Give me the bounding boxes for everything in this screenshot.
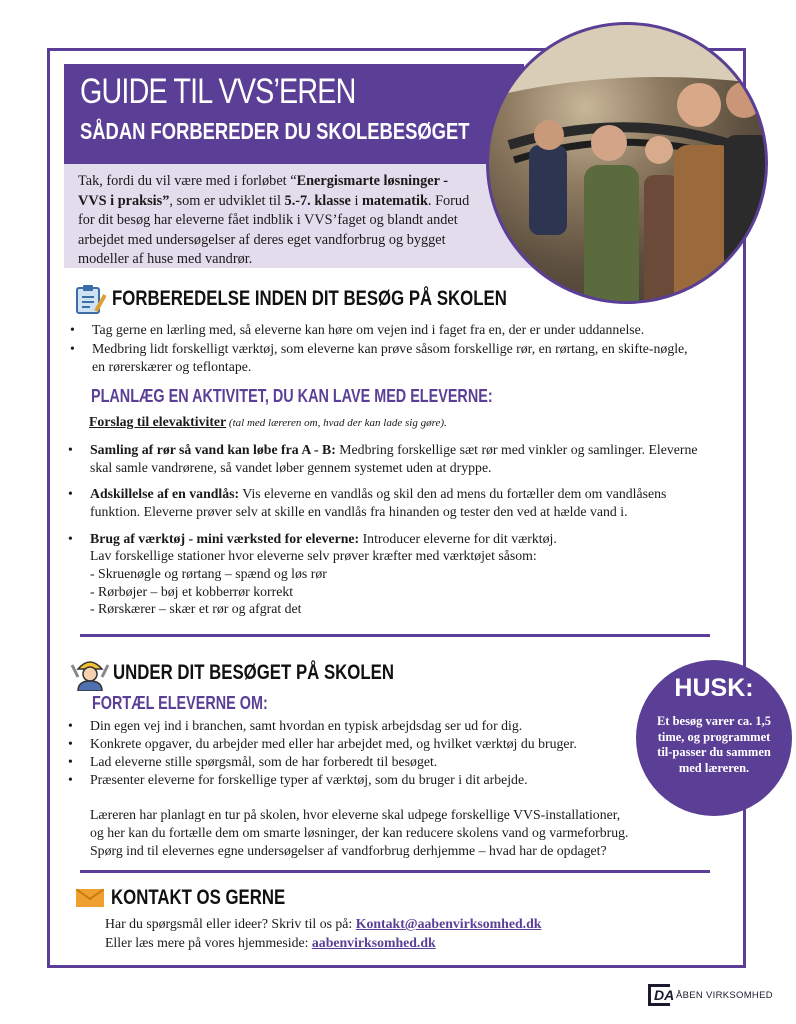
prepare-bullet-2: • Medbring lidt forskelligt værktøj, som eleverne kan prøve såsom forskellige rør, en rørtang, en skifte-nøgle, en rørerskærer og teflontape. [70,341,688,374]
plumber-icon [70,655,110,696]
checklist-icon [74,285,106,320]
closing-line: Læreren har planlagt en tur på skolen, hvor eleverne skal udpege forskellige VVS-installationer, [90,807,621,822]
logo-mark: DA [654,987,675,1003]
visit-bullet: • Din egen vej ind i branchen, samt hvordan en typisk arbejdsdag ser ud for dig. [68,718,523,733]
page-subtitle: SÅDAN FORBEREDER DU SKOLEBESØGET [80,118,470,144]
workshop-item: - Skruenøgle og rørtang – spænd og løs rør [90,566,327,581]
workshop-intro: Lav forskellige stationer hvor eleverne selv prøver kræfter med værktøjet såsom: [90,548,537,563]
logo-text: ÅBEN VIRKSOMHED [676,990,773,1001]
email-link[interactable]: Kontakt@aabenvirksomhed.dk [355,916,542,931]
activity-item-1: • Samling af rør så vand kan løbe fra A - B: Medbring forskellige sæt rør med vinkler og samlinger. Eleverne skal samle vandrørene, så vandet løber gennem systemet uden at dryppe. [68,442,698,475]
remember-text: Et besøg varer ca. 1,5 time, og programmet til-passer du sammen med læreren. [656,714,772,775]
section-visit-heading: UNDER DIT BESØGET PÅ SKOLEN [113,661,394,684]
page-title: GUIDE TIL VVS’EREN [80,72,356,111]
divider [80,634,710,637]
intro-paragraph: Tak, fordi du vil være med i forløbet “Energismarte løsninger - VVS i praksis”, som er udviklet til 5.-7. klasse i matematik. Forud for dit besøg har eleverne fået indblik i VVS’faget og blandt andet arbejdet med undersøgelser af deres eget vandforbrug og bygget modeller af huse med vandrør. [78,173,470,267]
visit-bullet: • Konkrete opgaver, du arbejder med eller har arbejdet med, og hvilket værktøj du bruger. [68,736,577,751]
visit-bullet: • Lad eleverne stille spørgsmål, som de har forberedt til besøget. [68,754,438,769]
activity-item-3: • Brug af værktøj - mini værksted for eleverne: Introducer eleverne for dit værktøj. [68,531,557,546]
remember-badge [636,660,792,816]
suggestion-label: Forslag til elevaktiviter (tal med læreren om, hvad der kan lade sig gøre). [89,414,447,429]
visit-bullet: • Præsenter eleverne for forskellige typer af værktøj, som du bruger i dit arbejde. [68,772,528,787]
prepare-bullet-1: • Tag gerne en lærling med, så eleverne kan høre om vejen ind i faget fra en, der er under uddannelse. [70,322,645,337]
website-link[interactable]: aabenvirksomhed.dk [311,935,436,950]
activity-item-2: • Adskillelse af en vandlås: Vis eleverne en vandlås og skil den ad mens du fortæller dem om vandlåsens funktion. Eleverne prøver selv at skille en vandlås fra hinanden og tester den ved at hælde vand i. [68,486,667,519]
plumber-students-photo [486,22,768,304]
envelope-icon [76,889,104,912]
remember-title: HUSK: [674,674,754,702]
workshop-item: - Rørbøjer – bøj et kobberrør korrekt [90,584,294,599]
contact-line-website: Eller læs mere på vores hjemmeside: aabenvirksomhed.dk [105,935,436,950]
divider [80,870,710,873]
section-prepare-heading: FORBEREDELSE INDEN DIT BESØG PÅ SKOLEN [112,287,507,310]
closing-line: Spørg ind til elevernes egne undersøgelser af vandforbrug derhjemme – hvad har de opdaget? [90,843,607,858]
tell-students-heading: FORTÆL ELEVERNE OM: [92,693,268,713]
closing-line: og her kan du fortælle dem om smarte løsninger, der kan reducere skolens vand og varmeforbrug. [90,825,629,840]
contact-line-email: Har du spørgsmål eller ideer? Skriv til os på: Kontakt@aabenvirksomhed.dk [105,916,542,931]
contact-heading: KONTAKT OS GERNE [111,886,286,909]
activity-heading: PLANLÆG EN AKTIVITET, DU KAN LAVE MED ELEVERNE: [91,386,493,406]
workshop-item: - Rørskærer – skær et rør og afgrat det [90,601,302,616]
